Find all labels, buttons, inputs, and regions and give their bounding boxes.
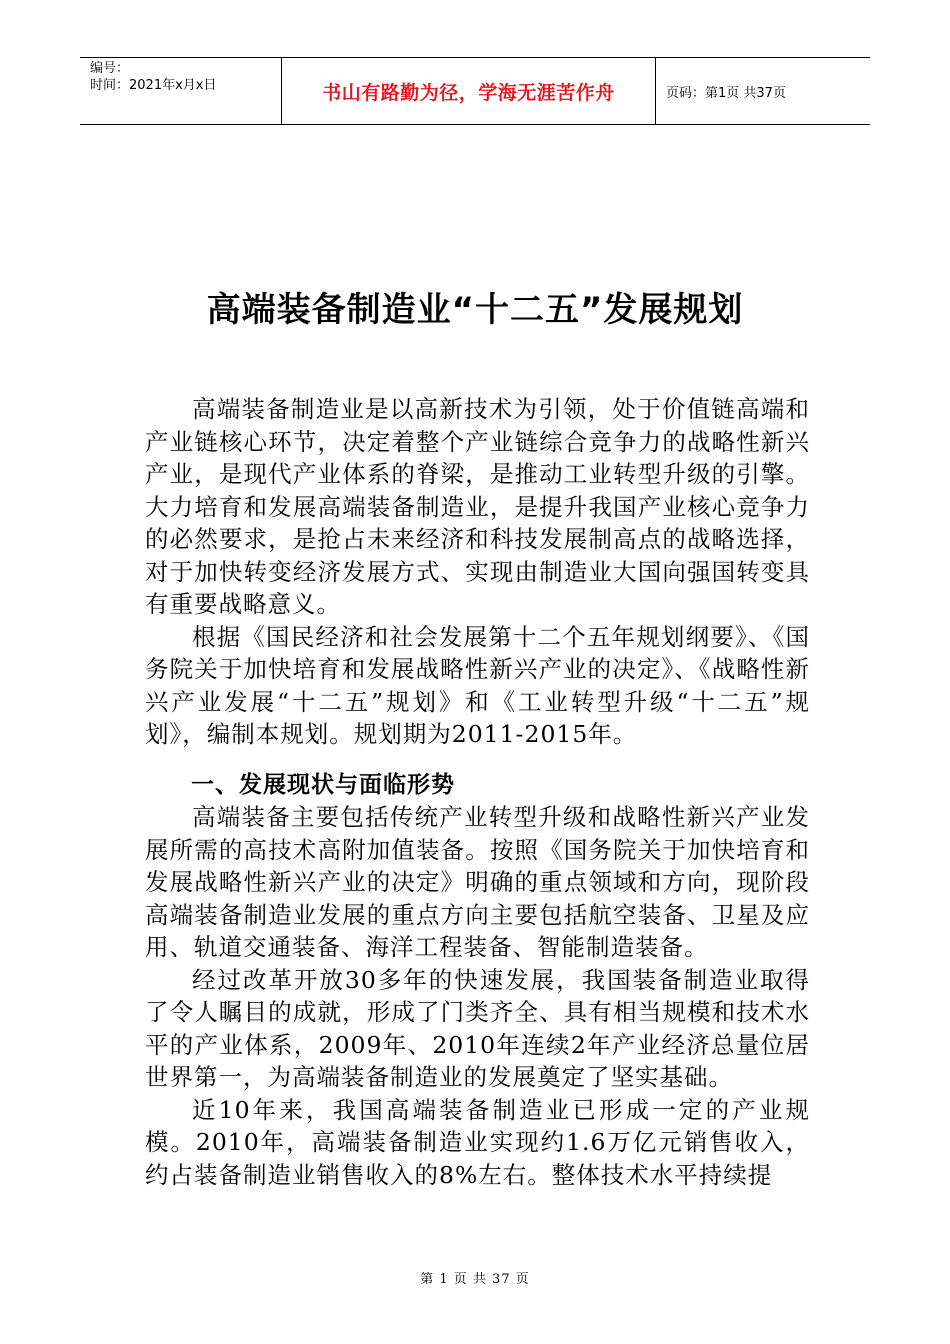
intro-paragraph-1: 高端装备制造业是以高新技术为引领，处于价值链高端和产业链核心环节，决定着整个产业链综合竞争力的战略性新兴产业，是现代产业体系的脊梁，是推动工业转型升级的引擎。大力培育和发展高端装备制造业，是提升我国产业核心竞争力的必然要求，是抢占未来经济和科技发展制高点的战略选择，对于加快转变经济发展方式、实现由制造业大国向强国转变具有重要战略意义。 xyxy=(145,395,810,618)
section-paragraph-1: 高端装备主要包括传统产业转型升级和战略性新兴产业发展所需的高技术高附加值装备。按照《国务院关于加快培育和发展战略性新兴产业的决定》明确的重点领域和方向，现阶段高端装备制造业发展的重点方向主要包括航空装备、卫星及应用、轨道交通装备、海洋工程装备、智能制造装备。 xyxy=(145,803,810,961)
section-paragraph-2: 经过改革开放30多年的快速发展，我国装备制造业取得了令人瞩目的成就，形成了门类齐全、具有相当规模和技术水平的产业体系，2009年、2010年连续2年产业经济总量位居世界第一，为高端装备制造业的发展奠定了坚实基础。 xyxy=(145,965,810,1091)
page-footer: 第 1 页 共 37 页 xyxy=(420,1272,530,1287)
header-page-info: 页码：第1页 共37页 xyxy=(666,85,786,101)
page-header xyxy=(80,57,870,125)
document-title: 高端装备制造业“十二五”发展规划 xyxy=(206,290,744,330)
section-heading: 一、发展现状与面临形势 xyxy=(191,771,455,798)
document-number-label: 编号： xyxy=(90,61,130,76)
document-time-label: 时间：2021年x月x日 xyxy=(90,78,217,93)
document-body xyxy=(145,393,810,1191)
intro-paragraph-2: 根据《国民经济和社会发展第十二个五年规划纲要》、《国务院关于加快培育和发展战略性新兴产业的决定》、《战略性新兴产业发展“十二五”规划》和《工业转型升级“十二五”规划》，编制本规划。规划期为2011-2015年。 xyxy=(145,622,810,748)
section-paragraph-3: 近10年来，我国高端装备制造业已形成一定的产业规模。2010年，高端装备制造业实现约1.6万亿元销售收入，约占装备制造业销售收入的8%左右。整体技术水平持续提 xyxy=(145,1095,810,1189)
header-motto: 书山有路勤为径，学海无涯苦作舟 xyxy=(282,58,656,124)
header-meta xyxy=(80,58,282,124)
